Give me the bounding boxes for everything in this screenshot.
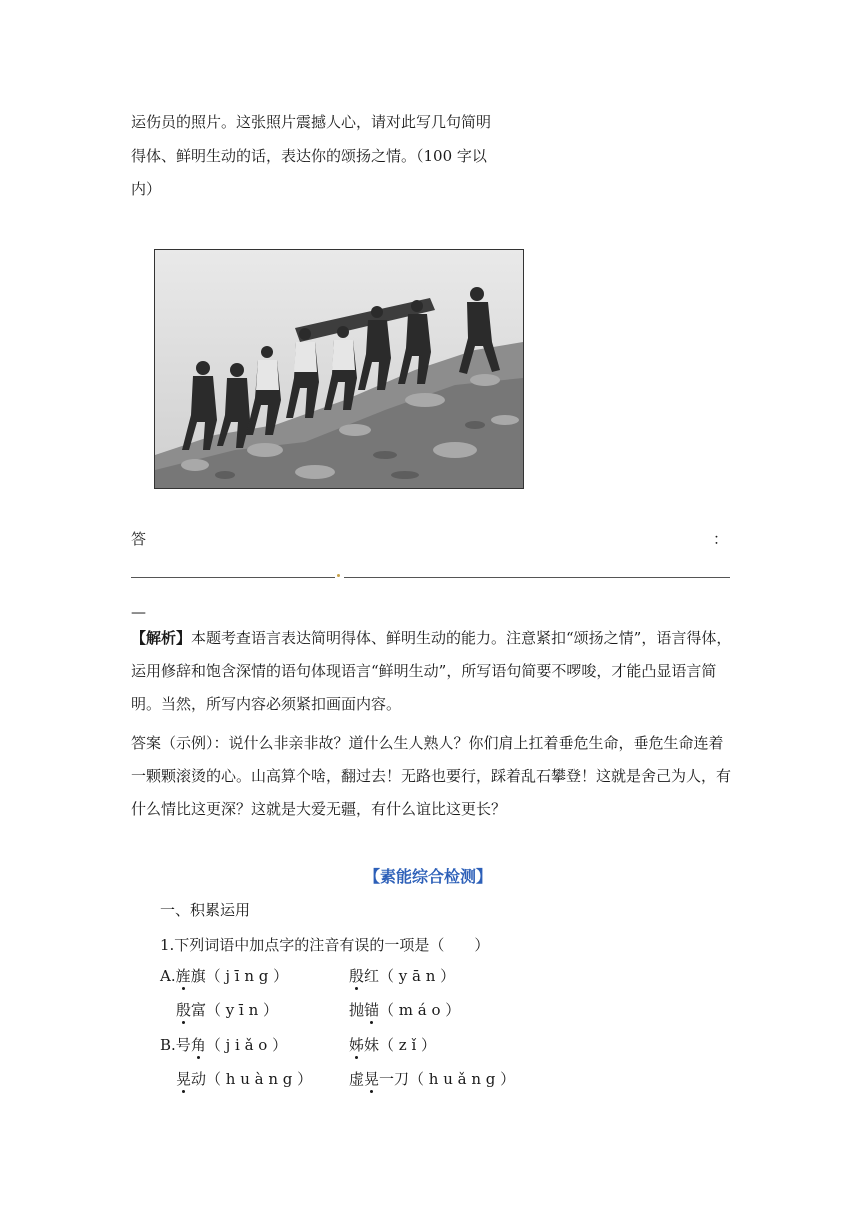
q1-b3-rest: 动（ h u à n g ） xyxy=(191,1070,313,1088)
q1-a4 xyxy=(349,999,460,1021)
question-line-1: 运伤员的照片。这张照片震撼人心，请对此写几句简明 xyxy=(131,113,492,131)
q1-a3-rest: 富（ y ī n ） xyxy=(191,1001,279,1019)
q1-a1-dotted-char: 旌 xyxy=(175,967,191,985)
q1-option-a-row1 xyxy=(160,965,288,987)
q1-b4-dotted-char: 晃 xyxy=(364,1070,380,1088)
q1-b4 xyxy=(349,1068,515,1090)
q1-a2-dotted-char: 殷 xyxy=(349,967,365,985)
q1-b3-dotted-char: 晃 xyxy=(176,1070,192,1088)
answer-continuation: — xyxy=(131,603,146,621)
q1-a3 xyxy=(176,999,278,1021)
q1-b1-dotted-char: 角 xyxy=(190,1036,206,1054)
q1-stem: 1.下列词语中加点字的注音有误的一项是（ ） xyxy=(160,936,490,954)
q1-option-b-label: B. xyxy=(160,1036,176,1054)
q1-b3 xyxy=(176,1068,312,1090)
q1-b2 xyxy=(349,1034,436,1056)
section-title: 【素能综合检测】 xyxy=(364,867,493,886)
answer-label: 答 xyxy=(131,530,147,548)
q1-a1-rest: 旗（ j ī n g ） xyxy=(190,967,289,985)
q1-option-a-label: A. xyxy=(160,967,176,985)
rescue-photo xyxy=(154,249,524,489)
question-line-2: 得体、鲜明生动的话，表达你的颂扬之情。（100 字以 xyxy=(131,147,487,165)
part-title: 一、积累运用 xyxy=(160,901,251,919)
sample-answer-paragraph: 答案（示例）：说什么非亲非故？道什么生人熟人？你们肩上扛着垂危生命，垂危生命连着一颗颗滚烫的心。山高算个啥，翻过去！无路也要行，踩着乱石攀登！这就是舍己为人，有什么情比这更深？这就是大爱无疆，有什么谊比这更长？ xyxy=(131,734,732,818)
q1-option-b-row1 xyxy=(160,1034,287,1056)
q1-b2-rest: 妹（ z ǐ ） xyxy=(364,1036,437,1054)
analysis-text: 本题考查语言表达简明得体、鲜明生动的能力。注意紧扣“颂扬之情”，语言得体，运用修辞和饱含深情的语句体现语言“鲜明生动”，所写语句简要不啰唆，才能凸显语言简明。当然，所写内容必须紧扣画面内容。 xyxy=(131,629,732,713)
q1-b4-pre: 虚 xyxy=(349,1070,365,1088)
analysis-label: 【解析】 xyxy=(131,629,192,647)
q1-b4-rest: 一刀（ h u ǎ n g ） xyxy=(379,1070,516,1088)
answer-colon: ： xyxy=(713,530,729,548)
q1-a2 xyxy=(349,965,455,987)
answer-underline-right xyxy=(344,577,730,578)
q1-a4-pre: 抛 xyxy=(349,1001,365,1019)
q1-b1-pre: 号 xyxy=(175,1036,191,1054)
q1-a4-rest: （ m á o ） xyxy=(379,1001,461,1019)
answer-underline-left xyxy=(131,577,335,578)
question-line-3: 内） xyxy=(131,180,162,198)
q1-b1-rest: （ j i ǎ o ） xyxy=(205,1036,288,1054)
q1-b2-dotted-char: 姊 xyxy=(349,1036,365,1054)
q1-a3-dotted-char: 殷 xyxy=(176,1001,192,1019)
analysis-paragraph xyxy=(131,622,735,721)
q1-a4-dotted-char: 锚 xyxy=(364,1001,380,1019)
q1-a2-rest: 红（ y ā n ） xyxy=(364,967,456,985)
answer-mark-dot xyxy=(337,574,340,577)
